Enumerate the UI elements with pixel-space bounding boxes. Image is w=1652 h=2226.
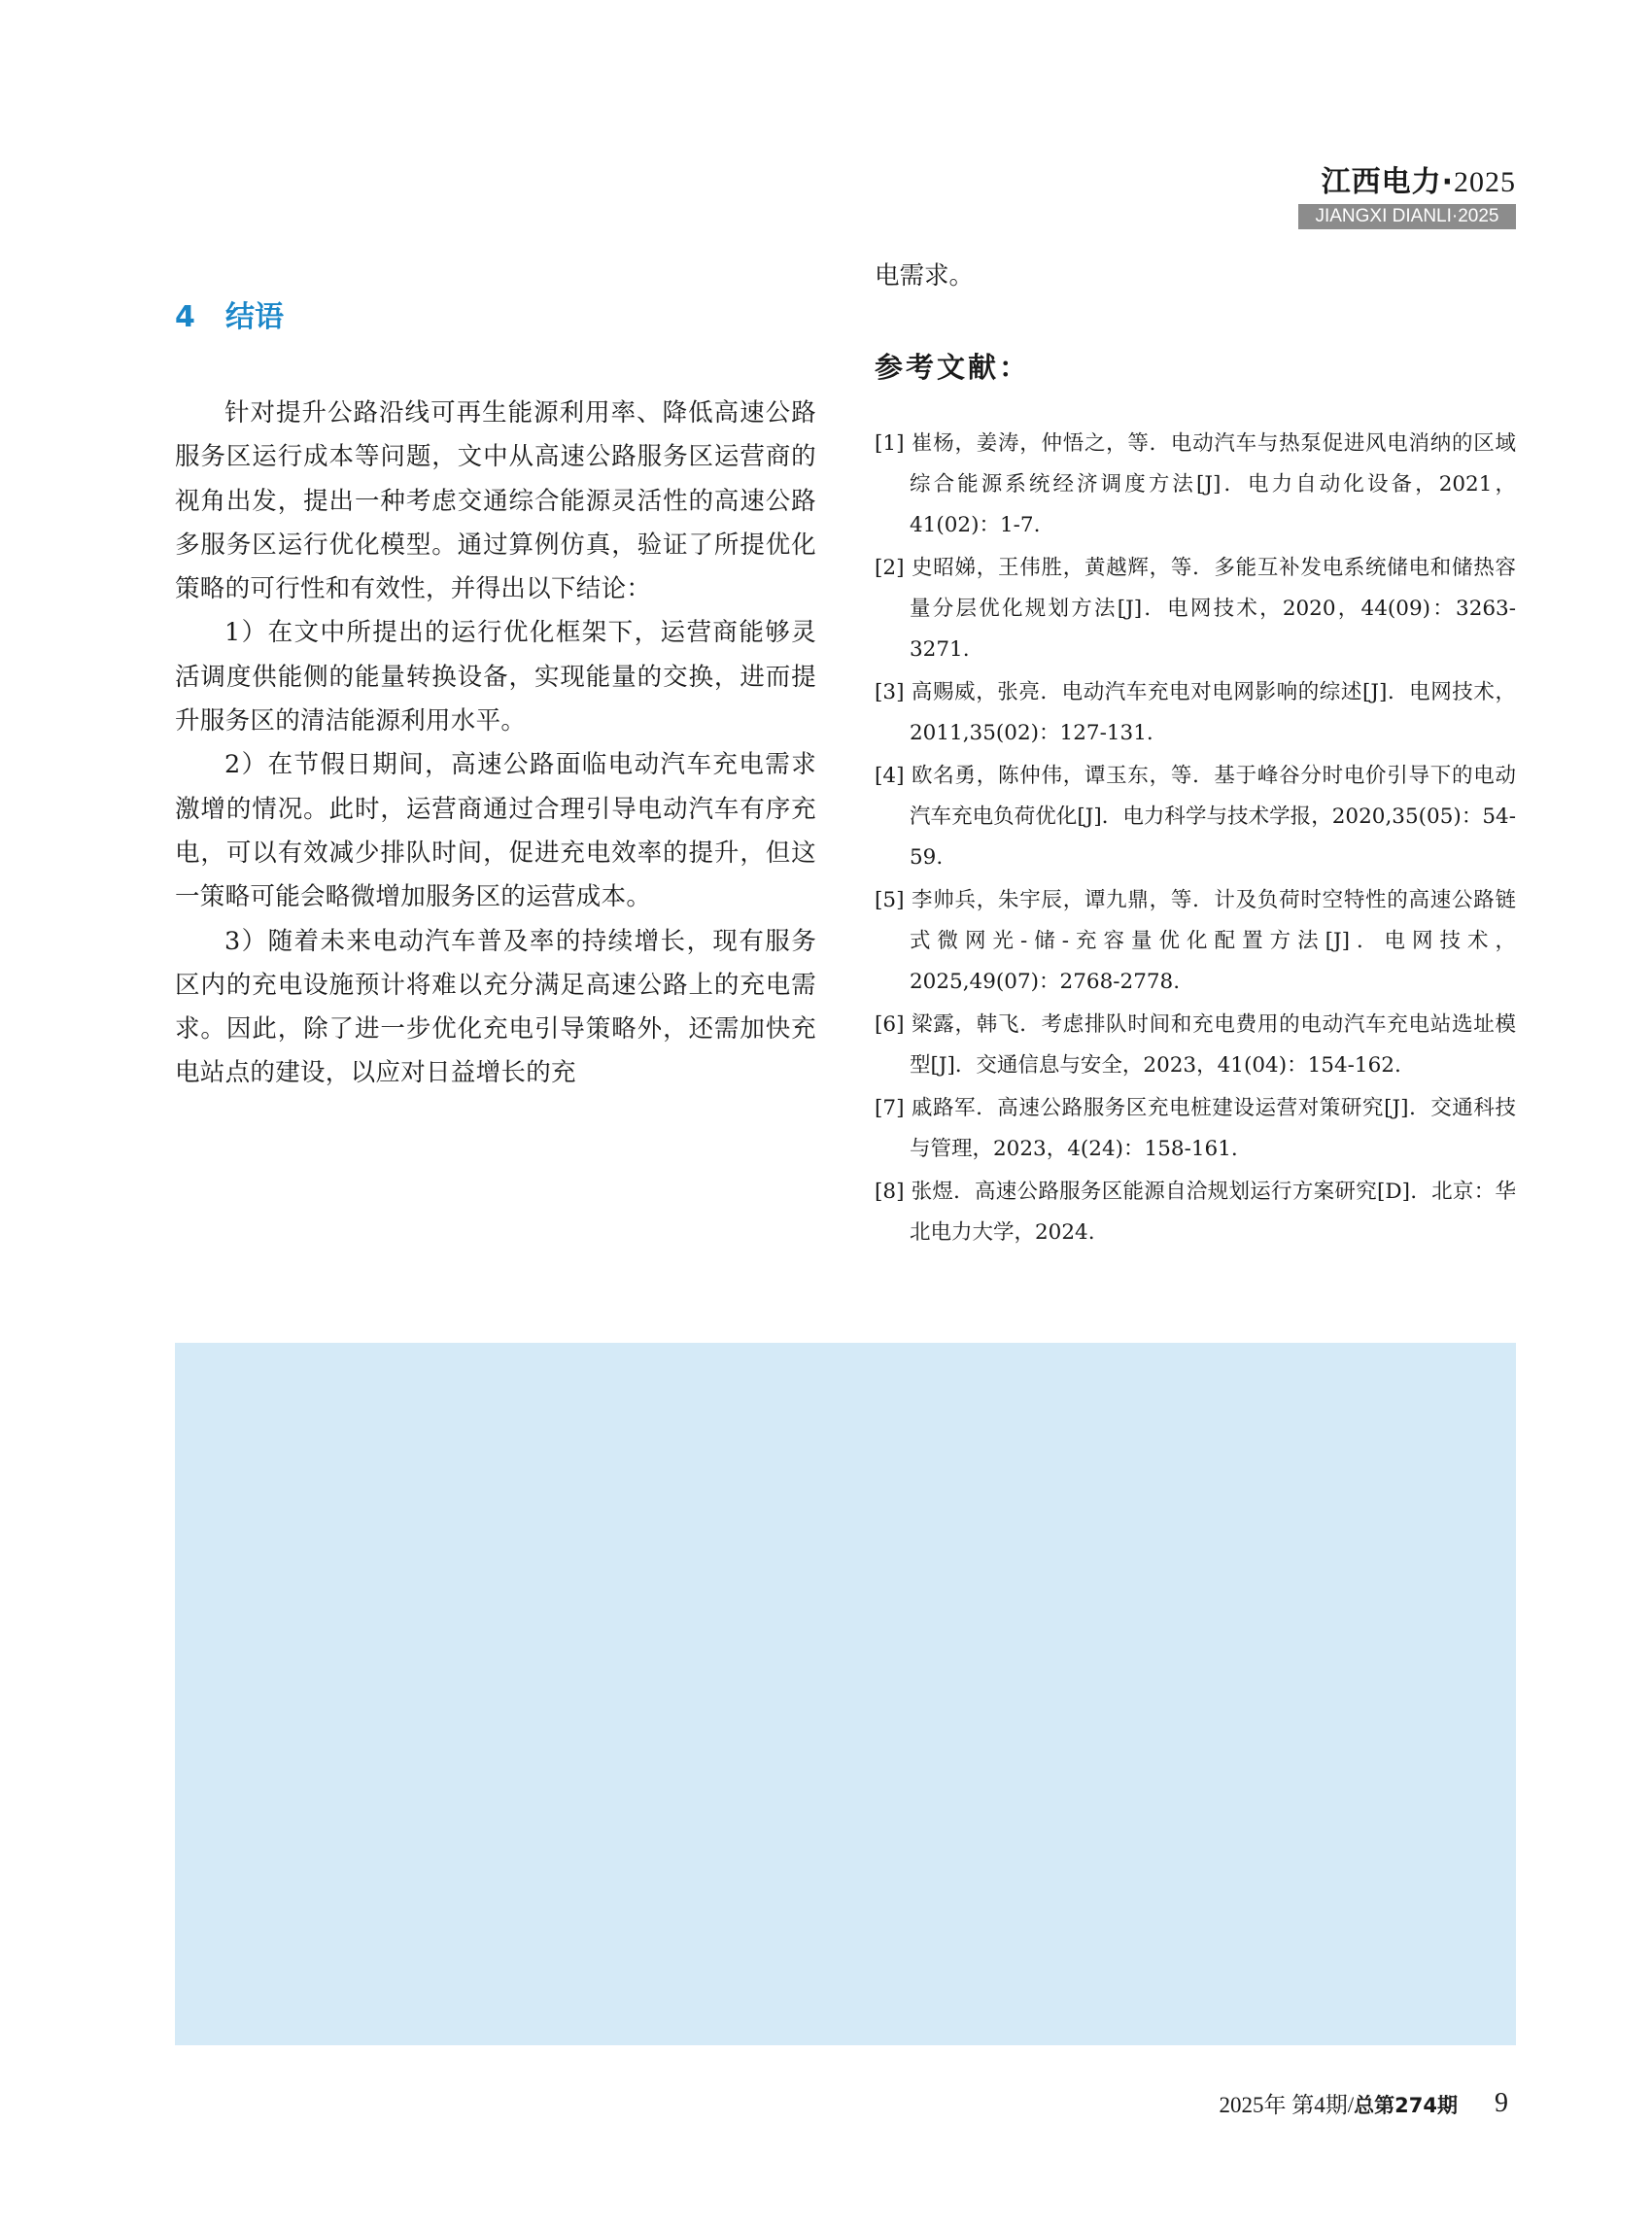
- references-heading: 参考文献：: [875, 351, 1031, 384]
- issue-info: [1220, 2090, 1458, 2121]
- reference-item: [6] 梁露，韩飞．考虑排队时间和充电费用的电动汽车充电站选址模型[J]．交通信息与安全，2023，41(04)：154-162.: [875, 1012, 1516, 1078]
- section-number: 4: [175, 300, 195, 334]
- reference-item: [8] 张煜．高速公路服务区能源自洽规划运行方案研究[D]．北京：华北电力大学，2024.: [875, 1180, 1516, 1245]
- blank-figure-area: [175, 1343, 1516, 2045]
- reference-item: [1] 崔杨，姜涛，仲悟之，等．电动汽车与热泵促进风电消纳的区域综合能源系统经济调度方法[J]．电力自动化设备，2021，41(02)：1-7.: [875, 431, 1516, 537]
- journal-name: 江西电力·: [1321, 165, 1454, 199]
- paragraph-conclusion-2: 2）在节假日期间，高速公路面临电动汽车充电需求激增的情况。此时，运营商通过合理引导电动汽车有序充电，可以有效减少排队时间，促进充电效率的提升，但这一策略可能会略微增加服务区的运营成本。: [175, 750, 816, 912]
- reference-item: [3] 高赐威，张亮．电动汽车充电对电网影响的综述[J]．电网技术，2011,35(02)：127-131.: [875, 680, 1516, 745]
- journal-title: [1224, 163, 1516, 202]
- right-column: [875, 255, 1516, 1255]
- paragraph-conclusion-3: 3）随着未来电动汽车普及率的持续增长，现有服务区内的充电设施预计将难以充分满足高速公路上的充电需求。因此，除了进一步优化充电引导策略外，还需加快充电站点的建设，以应对日益增长的充: [175, 926, 816, 1088]
- reference-item: [7] 戚路军．高速公路服务区充电桩建设运营对策研究[J]．交通科技与管理，2023，4(24)：158-161.: [875, 1096, 1516, 1161]
- issue-prefix: 2025年 第4期/: [1219, 2093, 1355, 2117]
- left-column: [175, 297, 816, 1096]
- page-number: 9: [1495, 2088, 1508, 2118]
- reference-item: [2] 史昭娣，王伟胜，黄越辉，等．多能互补发电系统储电和储热容量分层优化规划方法[J]．电网技术，2020，44(09)：3263-3271.: [875, 556, 1516, 662]
- running-header: [1224, 163, 1516, 229]
- section-title: 结语: [225, 300, 284, 334]
- journal-year: 2025: [1454, 166, 1516, 198]
- issue-total: 总第274期: [1354, 2094, 1458, 2117]
- paragraph-conclusion-1: 1）在文中所提出的运行优化框架下，运营商能够灵活调度供能侧的能量转换设备，实现能量的交换，进而提升服务区的清洁能源利用水平。: [175, 618, 816, 736]
- paragraph-intro: 针对提升公路沿线可再生能源利用率、降低高速公路服务区运行成本等问题，文中从高速公路服务区运营商的视角出发，提出一种考虑交通综合能源灵活性的高速公路多服务区运行优化模型。通过算例仿真，验证了所提优化策略的可行性和有效性，并得出以下结论：: [175, 398, 816, 604]
- paragraph-continuation: 电需求。: [875, 261, 975, 291]
- reference-item: [4] 欧名勇，陈仲伟，谭玉东，等．基于峰谷分时电价引导下的电动汽车充电负荷优化[J]．电力科学与技术学报，2020,35(05)：54-59.: [875, 764, 1516, 870]
- reference-item: [5] 李帅兵，朱宇辰，谭九鼎，等．计及负荷时空特性的高速公路链式微网光-储-充容量优化配置方法[J]．电网技术，2025,49(07)：2768-2778.: [875, 888, 1516, 994]
- reference-list: [875, 424, 1516, 1253]
- section-heading: [175, 297, 816, 338]
- journal-title-en: JIANGXI DIANLI·2025: [1298, 204, 1516, 229]
